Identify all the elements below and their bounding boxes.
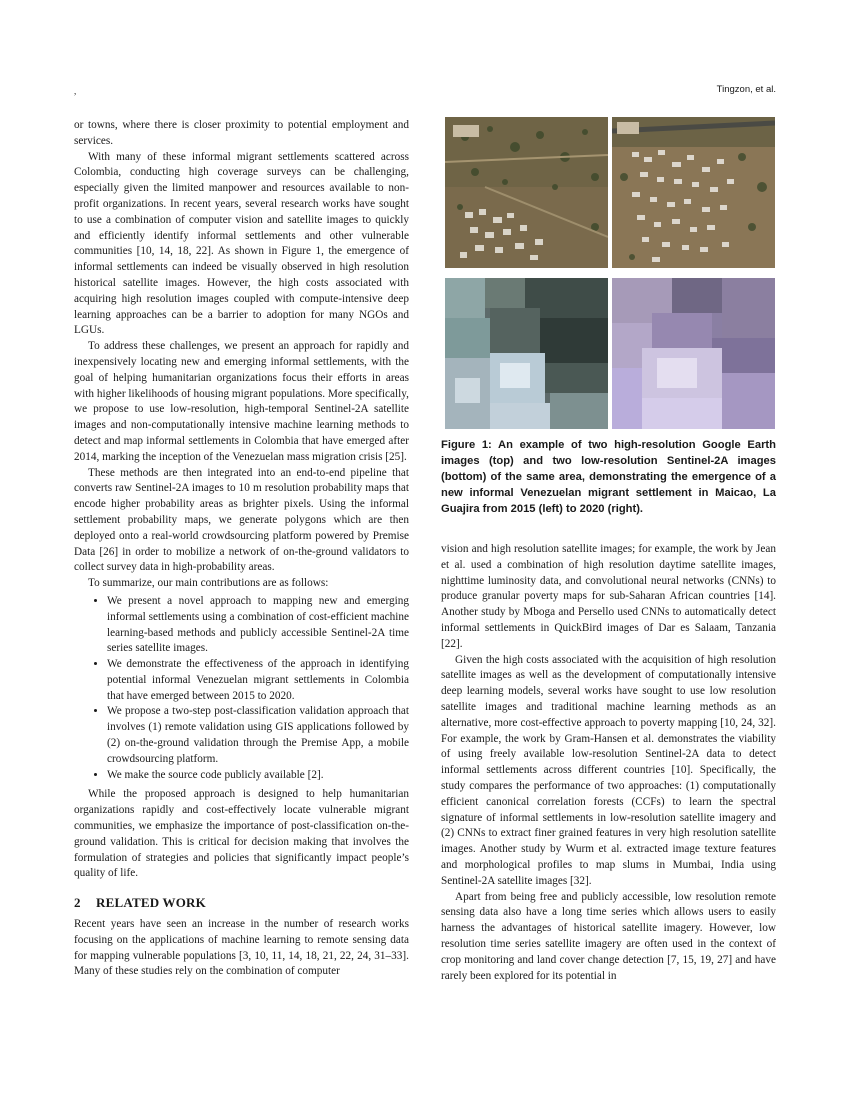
satellite-image-sentinel-2015 xyxy=(445,278,608,429)
figure-image-grid xyxy=(441,116,776,425)
paragraph: To address these challenges, we present an approach for rapidly and inexpensively locating new and emerging informal settlements, with the goal of helping humanitarian organizations focus their efforts in areas with higher likelihoods of housing migrant populations. More specifically, we propose to use low-resolution, high-temporal Sentinel-2A satellite images and non-computationally intensive machine learning methods to detect and map informal settlements in Colombia that have emerged after 2014, marking the inception of the Venezuelan mass migration crisis [25]. xyxy=(74,340,409,463)
paragraph: Recent years have seen an increase in the number of research works focusing on the applications of machine learning to remote sensing data for mapping vulnerable populations [3, 10, 11, 14, 18, 21, 22, 24, 31–33]. Many of these studies rely on the combination of computer xyxy=(74,918,409,978)
paragraph: While the proposed approach is designed to help humanitarian organizations rapidly and cost-effectively locate vulnerable migrant communities, we emphasize the importance of post-classification on-the-ground validation. This is critical for decision making that involves the formulation of strategies and policies that significantly impact people’s quality of life. xyxy=(74,788,409,880)
satellite-image-sentinel-2020 xyxy=(612,278,775,429)
running-header: Tingzon, et al. xyxy=(716,84,776,95)
paragraph: Apart from being free and publicly accessible, low resolution remote sensing data also have a long time series which allows users to easily harness the advantages of historical satellite imagery. However, low resolution time series satellite imagery are often used in the context of crop monitoring and land cover change detection [7, 15, 19, 27] and have rarely been explored for its potential in xyxy=(441,890,776,982)
list-item: • We propose a two-step post-classification validation approach that involves (1) remote validation using GIS applications followed by (2) on-the-ground validation through the Premise App, a mobile crowdsourcing platform. xyxy=(107,704,409,767)
list-item: • We present a novel approach to mapping new and emerging informal settlements using a combination of cost-efficient machine learning-based methods and publicly accessible Sentinel-2A time series satellite images. xyxy=(107,594,409,657)
list-item: • We make the source code publicly available [2]. xyxy=(107,768,409,784)
satellite-image-highres-2015 xyxy=(445,117,608,268)
paragraph: or towns, where there is closer proximity to potential employment and services. xyxy=(74,119,409,147)
figure-caption: Figure 1: An example of two high-resolution Google Earth images (top) and two low-resolution Sentinel-2A images (bottom) of the same area, demonstrating the emergence of a new informal Venezuelan migrant settlement in Maicao, La Guajira from 2015 (left) to 2020 (right). xyxy=(441,439,776,515)
paragraph: With many of these informal migrant settlements scattered across Colombia, conducting high coverage surveys can be challenging, especially given the limited manpower and resources available to non-profit organizations. In recent years, several research works have sought to use a combination of computer vision and satellite images to quickly and efficiently identify informal settlements and other vulnerable communities [10, 14, 18, 22]. As shown in Figure 1, the emergence of informal settlements can indeed be visually observed in high resolution historical satellite images. However, the high costs associated with acquiring high resolution images coupled with compute-intensive deep learning approaches can be a barrier to adoption for many NGOs and LGUs. xyxy=(74,150,409,337)
header-left-mark: , xyxy=(74,86,77,96)
figure-1 xyxy=(441,116,776,517)
satellite-image-highres-2020 xyxy=(612,117,775,268)
paragraph: vision and high resolution satellite images; for example, the work by Jean et al. used a combination of high resolution daytime satellite images, nighttime luminosity data, and convolutional neural networks (CNNs) to produce granular poverty maps for sub-Saharan African countries [14]. Another study by Mboga and Persello used CNNs to automatically detect informal settlements in QuickBird images of Dar es Salaam, Tanzania [22]. xyxy=(441,543,776,650)
left-column xyxy=(74,118,409,980)
contributions-list xyxy=(74,594,409,784)
right-column xyxy=(441,542,776,984)
section-number: 2 xyxy=(74,895,81,911)
section-title: RELATED WORK xyxy=(96,895,206,911)
paragraph: These methods are then integrated into an end-to-end pipeline that converts raw Sentinel-2A images to 10 m resolution probability maps that encode higher probability areas as brighter pixels. Using the informal settlement probability maps, we generate polygons which are then deployed onto a real-world crowdsourcing platform powered by Premise Data [26] in order to mobilize a network of on-the-ground validators to collect survey data in high-probability areas. xyxy=(74,466,409,574)
paragraph: Given the high costs associated with the acquisition of high resolution satellite images as well as the development of computationally intensive deep learning models, several works have sought to use low resolution satellite images and traditional machine learning methods as an alternative, more cost-effective approach to poverty mapping [10, 24, 32]. For example, the work by Gram-Hansen et al. demonstrates the viability of using freely available low-resolution Sentinel-2A data to detect informal settlements across different countries [10]. Specifically, the study compares the performance of two approaches: (1) computationally efficient canonical correlation forests (CCFs) to learn the spectral signature of informal settlements in low-resolution satellite imagery and (2) CNNs to extract finer grained features in very high resolution satellite images. Another study by Wurm et al. extracted image texture features and morphological profiles to map slums in Mumbai, India using Sentinel-2A satellite images [32]. xyxy=(441,653,776,887)
list-item: • We demonstrate the effectiveness of the approach in identifying potential informal Venezuelan migrant settlements in Colombia that have emerged between 2015 to 2020. xyxy=(107,657,409,704)
paragraph: To summarize, our main contributions are as follows: xyxy=(88,577,329,590)
section-heading xyxy=(74,895,409,911)
